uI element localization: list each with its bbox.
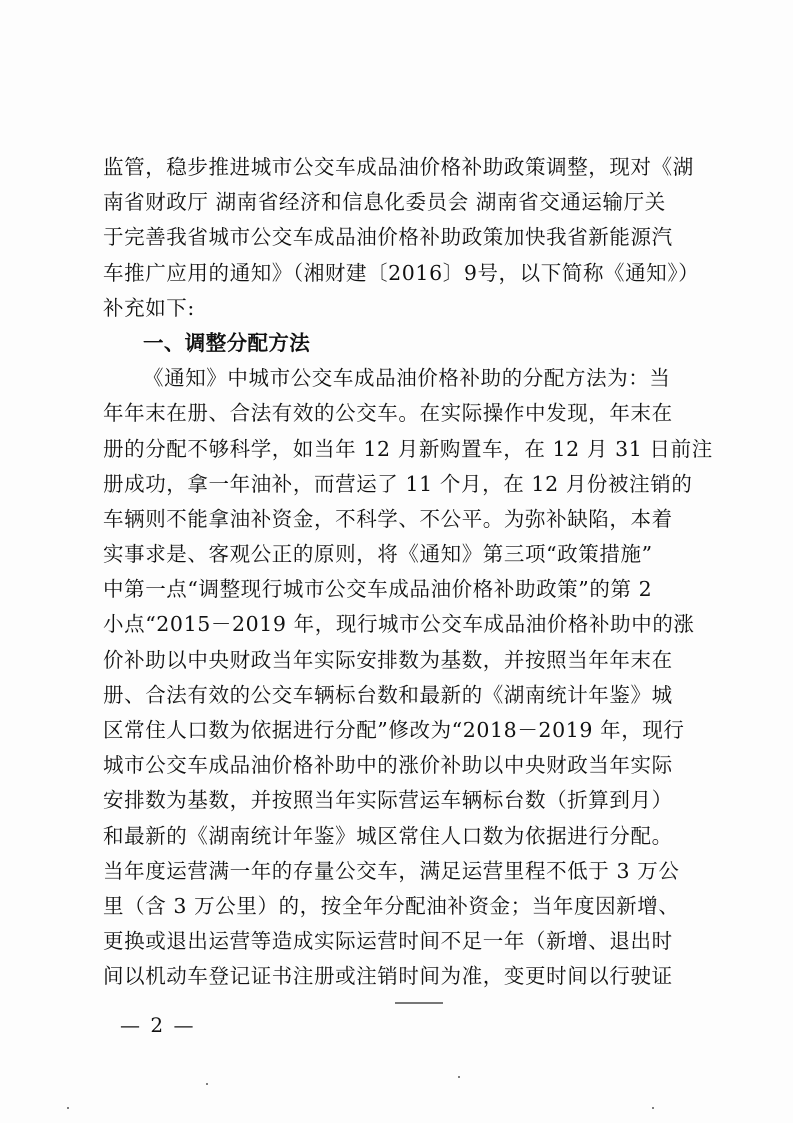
paragraph-line: 实事求是、客观公正的原则，将《通知》第三项“政策措施” xyxy=(103,542,653,567)
body-text xyxy=(103,150,713,995)
paragraph-line: 城市公交车成品油价格补助中的涨价补助以中央财政当年实际 xyxy=(103,753,673,778)
paragraph-line: 里（含 3 万公里）的，按全年分配油补资金；当年度因新增、 xyxy=(103,893,680,918)
paragraph-line: 册、合法有效的公交车辆标台数和最新的《湖南统计年鉴》城 xyxy=(103,682,673,707)
scan-artifact xyxy=(67,1107,69,1109)
paragraph-line: 车辆则不能拿油补资金，不科学、不公平。为弥补缺陷，本着 xyxy=(103,506,673,531)
page-number: — 2 — xyxy=(120,1013,196,1037)
paragraph-line: 册的分配不够科学，如当年 12 月新购置车，在 12 月 31 日前注 xyxy=(103,436,713,461)
paragraph-line: 价补助以中央财政当年实际安排数为基数，并按照当年年末在 xyxy=(103,647,673,672)
paragraph-line: 年年末在册、合法有效的公交车。在实际操作中发现，年末在 xyxy=(103,401,673,426)
text-line: 于完善我省城市公交车成品油价格补助政策加快我省新能源汽 xyxy=(103,225,673,250)
paragraph-line: 安排数为基数，并按照当年实际营运车辆标台数（折算到月） xyxy=(103,788,673,813)
text-line: 监管，稳步推进城市公交车成品油价格补助政策调整，现对《湖 xyxy=(103,155,694,179)
paragraph-line: 《通知》中城市公交车成品油价格补助的分配方法为：当 xyxy=(143,366,671,391)
scan-artifact xyxy=(458,1076,460,1078)
paragraph-line: 和最新的《湖南统计年鉴》城区常住人口数为依据进行分配。 xyxy=(103,823,673,848)
text-line: 补充如下: xyxy=(103,295,195,320)
paragraph-line: 册成功，拿一年油补，而营运了 11 个月，在 12 月份被注销的 xyxy=(103,471,693,496)
paragraph-line: 中第一点“调整现行城市公交车成品油价格补助政策”的第 2 xyxy=(103,577,653,602)
text-line: 南省财政厅 湖南省经济和信息化委员会 湖南省交通运输厅关 xyxy=(103,190,666,215)
scan-artifact xyxy=(652,1107,654,1109)
text-line: 车推广应用的通知》（湘财建〔2016〕9号，以下简称《通知》） xyxy=(103,260,700,285)
paragraph-line: 间以机动车登记证书注册或注销时间为准，变更时间以行驶证 xyxy=(103,964,673,989)
paragraph-line: 当年度运营满一年的存量公交车，满足运营里程不低于 3 万公 xyxy=(103,858,680,883)
paragraph-line: 区常住人口数为依据进行分配”修改为“2018－2019 年，现行 xyxy=(103,718,685,742)
scan-artifact xyxy=(395,1002,443,1004)
scan-artifact xyxy=(206,1083,208,1085)
paragraph-line: 更换或退出运营等造成实际运营时间不足一年（新增、退出时 xyxy=(103,929,673,954)
paragraph-line: 小点“2015－2019 年，现行城市公交车成品油价格补助中的涨 xyxy=(103,612,695,637)
section-heading: 一、调整分配方法 xyxy=(143,330,311,355)
